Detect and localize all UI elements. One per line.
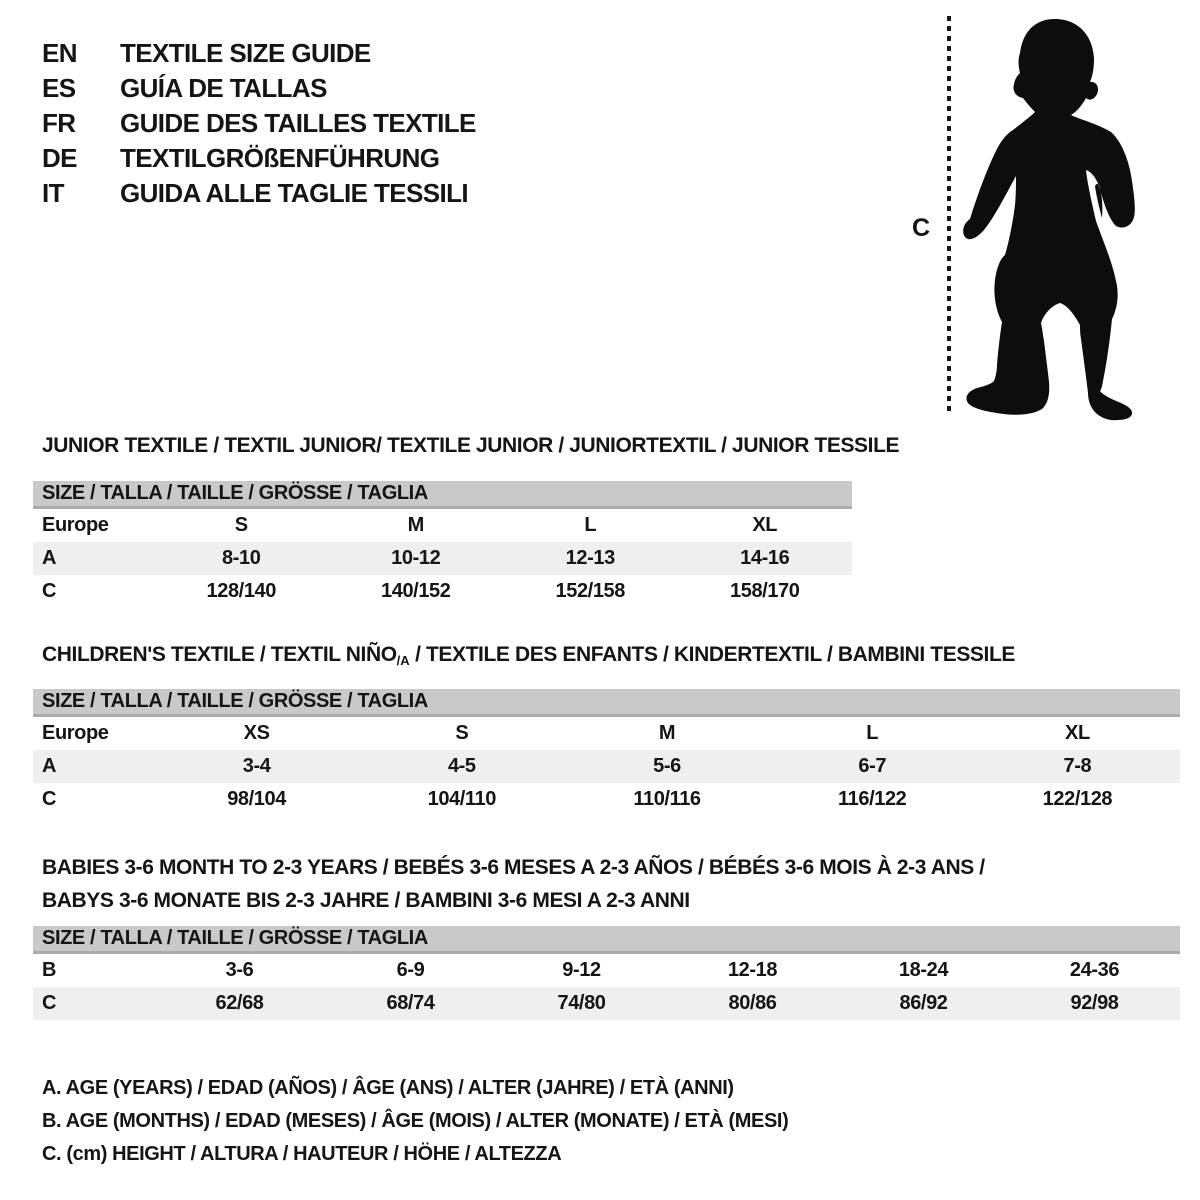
age-cell: 7-8 [1063,755,1092,777]
months-cell: 12-18 [727,959,778,981]
height-cell: 128/140 [206,580,276,602]
row-label: C [42,788,57,810]
age-cell: 3-4 [242,755,271,777]
months-cell: 6-9 [396,959,425,981]
note-age-years: A. AGE (YEARS) / EDAD (AÑOS) / ÂGE (ANS) / ALTER (JAHRE) / ETÀ (ANNI) [42,1077,734,1099]
size-cell: XS [243,722,270,744]
junior-size-table [33,481,852,608]
height-cell: 110/116 [633,788,701,810]
table-row-months [33,954,1180,987]
children-size-table [33,689,1180,816]
size-cell: M [658,722,676,744]
height-cell: 62/68 [215,992,264,1014]
size-header-bar: SIZE / TALLA / TAILLE / GRÖSSE / TAGLIA [33,689,1180,717]
height-cell: 80/86 [728,992,777,1014]
language-title: GUIDE DES TAILLES TEXTILE [120,108,476,138]
size-cell: XL [1065,722,1090,744]
row-label: Europe [42,722,109,744]
language-title: GUIDA ALLE TAGLIE TESSILI [120,178,469,208]
size-cell: S [455,722,469,744]
babies-section-title [42,851,985,917]
age-cell: 12-13 [565,547,615,569]
height-cell: 74/80 [557,992,606,1014]
row-label: A [42,547,57,569]
table-row-europe [33,509,852,542]
row-label: Europe [42,514,109,536]
height-cell: 122/128 [1042,788,1113,810]
size-cell: L [866,722,879,744]
size-header-bar: SIZE / TALLA / TAILLE / GRÖSSE / TAGLIA [33,481,852,509]
age-cell: 14-16 [740,547,790,569]
language-row-es [42,71,476,106]
toddler-silhouette-icon [960,10,1180,424]
language-code: DE [42,143,77,173]
language-row-it [42,176,476,211]
babies-title-line1: BABIES 3-6 MONTH TO 2-3 YEARS / BEBÉS 3-6 MESES A 2-3 AÑOS / BÉBÉS 3-6 MOIS À 2-3 ANS / [42,856,985,879]
height-cell: 158/170 [730,580,800,602]
age-cell: 5-6 [653,755,681,777]
table-row-europe [33,717,1180,750]
height-cell: 152/158 [555,580,625,602]
language-code: FR [42,108,76,138]
height-cell: 140/152 [381,580,451,602]
table-row-age [33,542,852,575]
size-cell: M [407,514,424,536]
age-cell: 6-7 [858,755,887,777]
legend-notes [42,1072,788,1171]
language-title: TEXTILE SIZE GUIDE [120,38,371,68]
height-measure-dashed-line [947,16,951,416]
note-height-cm: C. (cm) HEIGHT / ALTURA / HAUTEUR / HÖHE / ALTEZZA [42,1143,562,1165]
language-code: ES [42,73,76,103]
table-row-height [33,987,1180,1020]
children-title-suffix: / TEXTILE DES ENFANTS / KINDERTEXTIL / BAMBINI TESSILE [409,643,1016,666]
note-age-months: B. AGE (MONTHS) / EDAD (MESES) / ÂGE (MOIS) / ALTER (MONATE) / ETÀ (MESI) [42,1110,789,1132]
language-code: EN [42,38,77,68]
language-code: IT [42,178,64,208]
age-cell: 4-5 [447,755,476,777]
children-title-prefix: CHILDREN'S TEXTILE / TEXTIL NIÑO [42,643,397,666]
size-cell: S [234,514,248,536]
months-cell: 18-24 [898,959,949,981]
language-row-fr [42,106,476,141]
months-cell: 24-36 [1069,959,1120,981]
height-cell: 92/98 [1070,992,1119,1014]
row-label: C [42,992,57,1014]
row-label: A [42,755,57,777]
row-label: B [42,959,57,981]
babies-title-line2: BABYS 3-6 MONATE BIS 2-3 JAHRE / BAMBINI 3-6 MESI A 2-3 ANNI [42,889,690,912]
age-cell: 8-10 [222,547,261,569]
language-row-de [42,141,476,176]
table-row-age [33,750,1180,783]
height-measure-label: C [912,214,931,242]
language-title: TEXTILGRÖßENFÜHRUNG [120,143,440,173]
size-cell: L [584,514,597,536]
children-title-subscript: /A [396,653,410,668]
height-cell: 86/92 [899,992,948,1014]
table-row-height [33,575,852,608]
table-row-height [33,783,1180,816]
size-header-bar: SIZE / TALLA / TAILLE / GRÖSSE / TAGLIA [33,926,1180,954]
age-cell: 10-12 [391,547,441,569]
months-cell: 9-12 [562,959,601,981]
language-title-list [42,36,476,211]
size-cell: XL [752,514,778,536]
junior-section-title: JUNIOR TEXTILE / TEXTIL JUNIOR/ TEXTILE JUNIOR / JUNIORTEXTIL / JUNIOR TESSILE [42,434,900,457]
row-label: C [42,580,57,602]
months-cell: 3-6 [225,959,254,981]
children-section-title [42,643,1015,668]
height-cell: 68/74 [386,992,435,1014]
height-cell: 116/122 [838,788,907,810]
language-row-en [42,36,476,71]
height-cell: 98/104 [227,788,286,810]
language-title: GUÍA DE TALLAS [120,73,327,103]
babies-size-table [33,926,1180,1020]
height-cell: 104/110 [427,788,496,810]
